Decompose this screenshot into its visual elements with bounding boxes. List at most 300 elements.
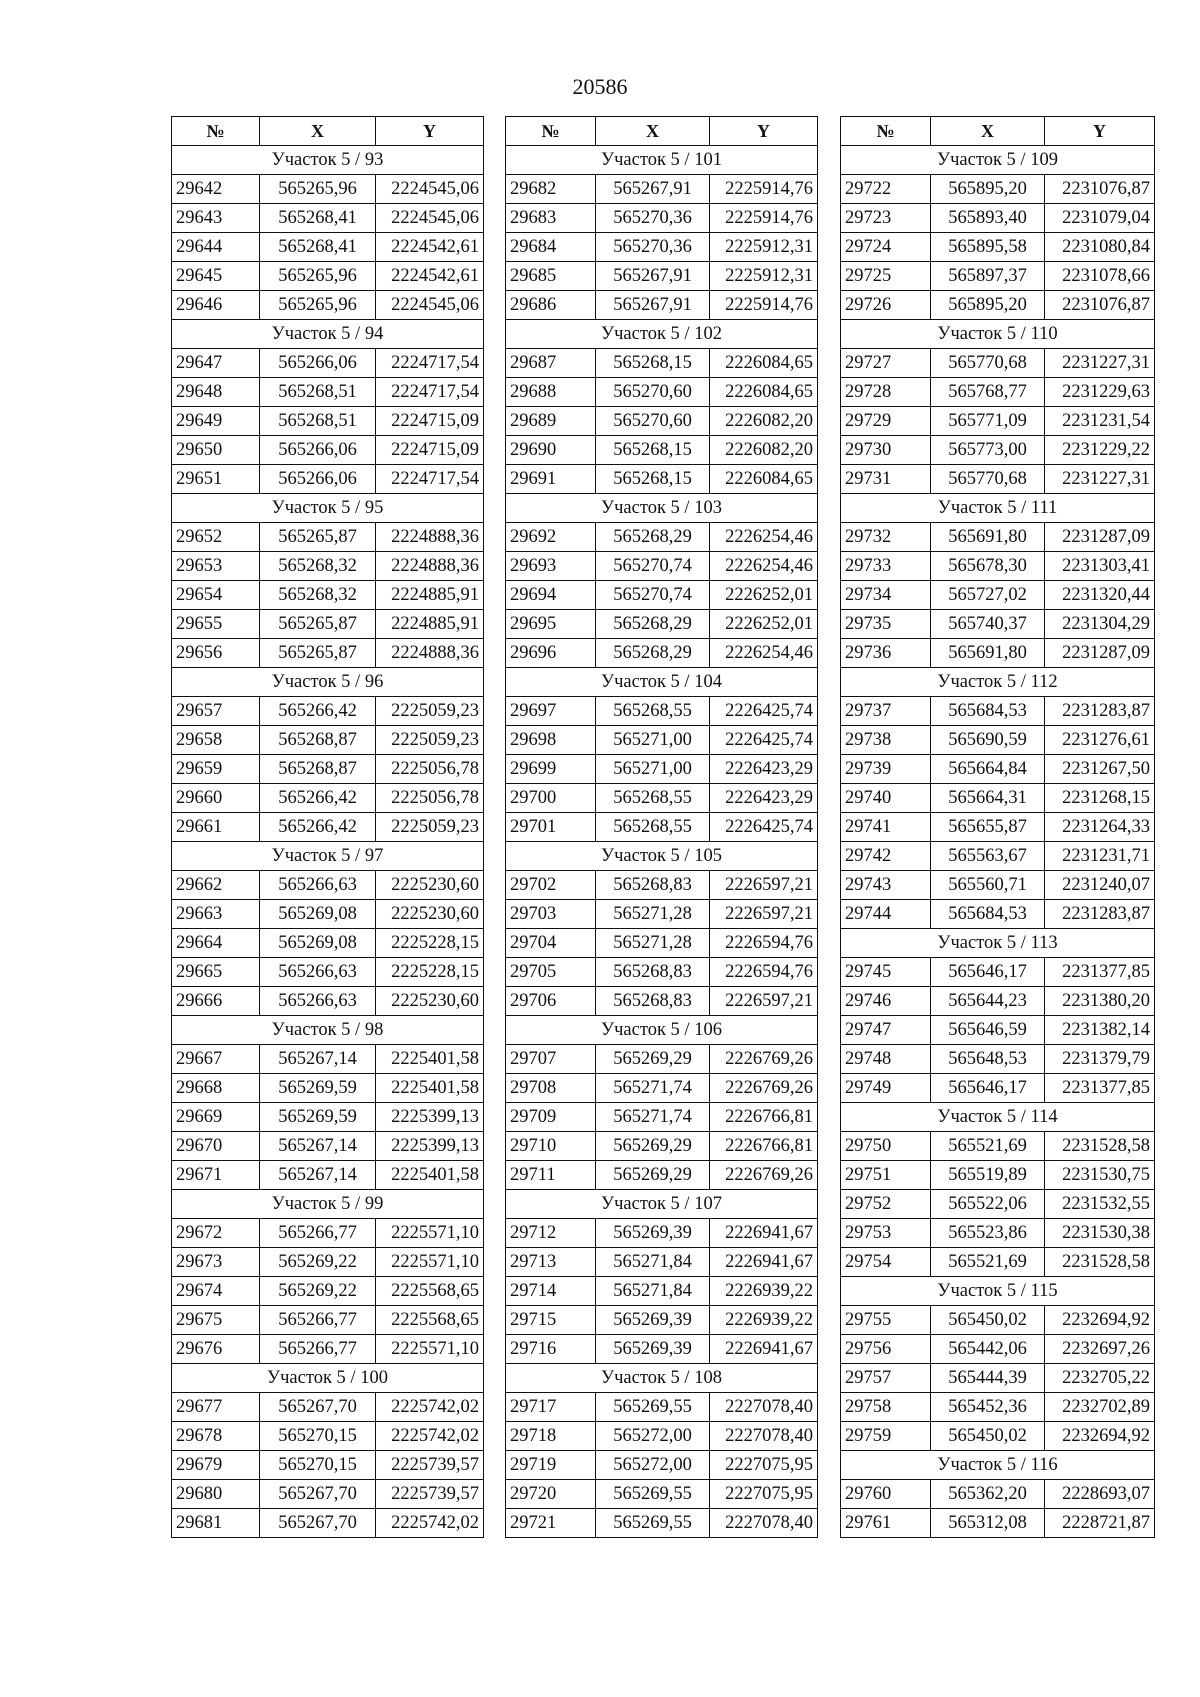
point-number: 29669	[172, 1103, 260, 1132]
table-row	[172, 1132, 484, 1161]
table-row	[172, 407, 484, 436]
point-number: 29695	[506, 610, 596, 639]
point-number: 29701	[506, 813, 596, 842]
coordinate-y: 2225228,15	[376, 929, 484, 958]
table-row	[506, 1480, 818, 1509]
table-row	[172, 1277, 484, 1306]
point-number: 29664	[172, 929, 260, 958]
table-row	[506, 436, 818, 465]
coordinate-y: 2224717,54	[376, 349, 484, 378]
coordinate-x: 565678,30	[931, 552, 1045, 581]
section-row	[172, 1364, 484, 1393]
table-row	[172, 1509, 484, 1538]
coordinate-y: 2227075,95	[710, 1451, 818, 1480]
point-number: 29645	[172, 262, 260, 291]
coordinate-x: 565266,42	[260, 784, 376, 813]
coordinate-x: 565312,08	[931, 1509, 1045, 1538]
coordinate-y: 2225912,31	[710, 262, 818, 291]
table-row	[841, 958, 1155, 987]
coordinate-y: 2231231,54	[1045, 407, 1155, 436]
section-title: Участок 5 / 98	[172, 1016, 484, 1045]
point-number: 29682	[506, 175, 596, 204]
coordinate-x: 565269,29	[596, 1161, 710, 1190]
table-row	[841, 842, 1155, 871]
coordinate-x: 565893,40	[931, 204, 1045, 233]
point-number: 29649	[172, 407, 260, 436]
point-number: 29728	[841, 378, 931, 407]
section-row	[506, 842, 818, 871]
point-number: 29685	[506, 262, 596, 291]
coordinate-y: 2226939,22	[710, 1306, 818, 1335]
point-number: 29730	[841, 436, 931, 465]
table-row	[506, 697, 818, 726]
point-number: 29716	[506, 1335, 596, 1364]
coordinate-x: 565269,22	[260, 1277, 376, 1306]
point-number: 29749	[841, 1074, 931, 1103]
table-row	[506, 262, 818, 291]
coordinate-y: 2231377,85	[1045, 958, 1155, 987]
point-number: 29699	[506, 755, 596, 784]
table-row	[506, 204, 818, 233]
point-number: 29744	[841, 900, 931, 929]
point-number: 29739	[841, 755, 931, 784]
point-number: 29671	[172, 1161, 260, 1190]
point-number: 29688	[506, 378, 596, 407]
section-title: Участок 5 / 115	[841, 1277, 1155, 1306]
header-x: X	[596, 117, 710, 146]
point-number: 29684	[506, 233, 596, 262]
coordinate-y: 2225914,76	[710, 204, 818, 233]
coordinate-y: 2225059,23	[376, 697, 484, 726]
table-row	[506, 552, 818, 581]
coordinates-table-1	[171, 116, 484, 1538]
coordinate-x: 565268,29	[596, 639, 710, 668]
coordinate-y: 2226254,46	[710, 639, 818, 668]
table-row	[841, 233, 1155, 262]
table-row	[172, 1074, 484, 1103]
table-row	[841, 755, 1155, 784]
section-title: Участок 5 / 97	[172, 842, 484, 871]
point-number: 29751	[841, 1161, 931, 1190]
coordinate-y: 2226769,26	[710, 1074, 818, 1103]
table-row	[506, 1277, 818, 1306]
coordinate-x: 565268,32	[260, 552, 376, 581]
coordinate-x: 565265,96	[260, 291, 376, 320]
coordinate-x: 565267,91	[596, 262, 710, 291]
point-number: 29677	[172, 1393, 260, 1422]
coordinate-x: 565768,77	[931, 378, 1045, 407]
coordinate-x: 565664,84	[931, 755, 1045, 784]
table-row	[506, 1074, 818, 1103]
section-row	[172, 494, 484, 523]
coordinate-x: 565268,87	[260, 755, 376, 784]
section-row	[841, 1103, 1155, 1132]
point-number: 29698	[506, 726, 596, 755]
table-row	[841, 1393, 1155, 1422]
coordinate-x: 565272,00	[596, 1451, 710, 1480]
point-number: 29718	[506, 1422, 596, 1451]
coordinate-x: 565271,84	[596, 1248, 710, 1277]
coordinate-y: 2225401,58	[376, 1161, 484, 1190]
coordinate-y: 2225739,57	[376, 1480, 484, 1509]
header-y: Y	[1045, 117, 1155, 146]
coordinate-x: 565267,14	[260, 1045, 376, 1074]
coordinate-x: 565271,00	[596, 755, 710, 784]
table-row	[172, 987, 484, 1016]
table-row	[506, 407, 818, 436]
point-number: 29759	[841, 1422, 931, 1451]
point-number: 29707	[506, 1045, 596, 1074]
coordinate-y: 2231076,87	[1045, 175, 1155, 204]
point-number: 29648	[172, 378, 260, 407]
section-title: Участок 5 / 116	[841, 1451, 1155, 1480]
coordinate-x: 565664,31	[931, 784, 1045, 813]
point-number: 29686	[506, 291, 596, 320]
coordinate-x: 565270,36	[596, 233, 710, 262]
coordinate-x: 565269,29	[596, 1132, 710, 1161]
table-row	[841, 726, 1155, 755]
point-number: 29702	[506, 871, 596, 900]
coordinate-y: 2226941,67	[710, 1335, 818, 1364]
coordinate-x: 565268,83	[596, 958, 710, 987]
coordinate-x: 565266,77	[260, 1306, 376, 1335]
coordinate-y: 2225742,02	[376, 1509, 484, 1538]
point-number: 29679	[172, 1451, 260, 1480]
coordinate-x: 565269,55	[596, 1480, 710, 1509]
table-row	[506, 813, 818, 842]
table-row	[506, 581, 818, 610]
table-row	[172, 378, 484, 407]
point-number: 29689	[506, 407, 596, 436]
coordinate-x: 565267,70	[260, 1509, 376, 1538]
table-row	[172, 900, 484, 929]
table-row	[506, 987, 818, 1016]
coordinate-x: 565272,00	[596, 1422, 710, 1451]
coordinate-y: 2224715,09	[376, 436, 484, 465]
table-row	[172, 697, 484, 726]
coordinate-y: 2226254,46	[710, 523, 818, 552]
coordinate-y: 2226594,76	[710, 958, 818, 987]
section-row	[506, 668, 818, 697]
table-row	[172, 1480, 484, 1509]
coordinate-x: 565770,68	[931, 349, 1045, 378]
table-row	[506, 465, 818, 494]
header-number: №	[172, 117, 260, 146]
coordinate-y: 2225571,10	[376, 1248, 484, 1277]
table-row	[841, 581, 1155, 610]
coordinate-x: 565895,58	[931, 233, 1045, 262]
table-row	[506, 175, 818, 204]
coordinate-x: 565523,86	[931, 1219, 1045, 1248]
coordinate-x: 565266,06	[260, 349, 376, 378]
table-row	[172, 1103, 484, 1132]
coordinate-y: 2224888,36	[376, 523, 484, 552]
coordinate-x: 565450,02	[931, 1306, 1045, 1335]
coordinate-y: 2231382,14	[1045, 1016, 1155, 1045]
coordinate-x: 565266,42	[260, 697, 376, 726]
coordinate-y: 2226769,26	[710, 1045, 818, 1074]
section-row	[841, 1277, 1155, 1306]
coordinate-y: 2225056,78	[376, 755, 484, 784]
section-title: Участок 5 / 111	[841, 494, 1155, 523]
table-row	[841, 407, 1155, 436]
coordinate-x: 565684,53	[931, 697, 1045, 726]
table-row	[506, 784, 818, 813]
coordinate-x: 565270,36	[596, 204, 710, 233]
coordinate-y: 2225914,76	[710, 175, 818, 204]
coordinate-x: 565691,80	[931, 523, 1045, 552]
coordinate-y: 2226597,21	[710, 871, 818, 900]
coordinate-x: 565773,00	[931, 436, 1045, 465]
table-row	[841, 1422, 1155, 1451]
coordinate-y: 2231320,44	[1045, 581, 1155, 610]
point-number: 29723	[841, 204, 931, 233]
section-title: Участок 5 / 108	[506, 1364, 818, 1393]
point-number: 29663	[172, 900, 260, 929]
point-number: 29717	[506, 1393, 596, 1422]
point-number: 29737	[841, 697, 931, 726]
point-number: 29667	[172, 1045, 260, 1074]
section-title: Участок 5 / 104	[506, 668, 818, 697]
coordinate-x: 565266,63	[260, 871, 376, 900]
point-number: 29681	[172, 1509, 260, 1538]
coordinate-y: 2227075,95	[710, 1480, 818, 1509]
coordinate-x: 565267,14	[260, 1132, 376, 1161]
point-number: 29697	[506, 697, 596, 726]
coordinate-x: 565270,15	[260, 1422, 376, 1451]
point-number: 29675	[172, 1306, 260, 1335]
point-number: 29666	[172, 987, 260, 1016]
point-number: 29687	[506, 349, 596, 378]
coordinate-x: 565265,87	[260, 610, 376, 639]
section-title: Участок 5 / 99	[172, 1190, 484, 1219]
section-title: Участок 5 / 107	[506, 1190, 818, 1219]
table-row	[506, 1161, 818, 1190]
coordinate-x: 565563,67	[931, 842, 1045, 871]
coordinate-y: 2224715,09	[376, 407, 484, 436]
coordinate-y: 2226597,21	[710, 900, 818, 929]
table-row	[506, 871, 818, 900]
coordinate-x: 565646,59	[931, 1016, 1045, 1045]
coordinate-y: 2231229,63	[1045, 378, 1155, 407]
coordinate-y: 2226597,21	[710, 987, 818, 1016]
coordinate-y: 2232694,92	[1045, 1306, 1155, 1335]
coordinate-x: 565269,39	[596, 1219, 710, 1248]
coordinate-y: 2231264,33	[1045, 813, 1155, 842]
table-row	[506, 1422, 818, 1451]
header-y: Y	[376, 117, 484, 146]
point-number: 29680	[172, 1480, 260, 1509]
section-title: Участок 5 / 113	[841, 929, 1155, 958]
point-number: 29708	[506, 1074, 596, 1103]
coordinate-y: 2226425,74	[710, 697, 818, 726]
table-row	[841, 610, 1155, 639]
table-row	[506, 1451, 818, 1480]
coordinate-y: 2227078,40	[710, 1393, 818, 1422]
point-number: 29742	[841, 842, 931, 871]
point-number: 29683	[506, 204, 596, 233]
table-row	[172, 465, 484, 494]
point-number: 29757	[841, 1364, 931, 1393]
section-row	[172, 320, 484, 349]
coordinate-x: 565268,51	[260, 378, 376, 407]
point-number: 29755	[841, 1306, 931, 1335]
coordinate-x: 565270,15	[260, 1451, 376, 1480]
table-row	[172, 175, 484, 204]
section-title: Участок 5 / 102	[506, 320, 818, 349]
table-row	[172, 436, 484, 465]
coordinate-y: 2226082,20	[710, 436, 818, 465]
coordinate-y: 2231528,58	[1045, 1132, 1155, 1161]
coordinate-y: 2231528,58	[1045, 1248, 1155, 1277]
table-row	[506, 726, 818, 755]
table-row	[841, 1045, 1155, 1074]
coordinate-y: 2231227,31	[1045, 465, 1155, 494]
coordinate-x: 565450,02	[931, 1422, 1045, 1451]
coordinate-x: 565271,74	[596, 1103, 710, 1132]
section-row	[841, 929, 1155, 958]
point-number: 29706	[506, 987, 596, 1016]
section-row	[172, 668, 484, 697]
table-row	[841, 1074, 1155, 1103]
coordinate-x: 565269,29	[596, 1045, 710, 1074]
coordinate-x: 565268,83	[596, 987, 710, 1016]
point-number: 29694	[506, 581, 596, 610]
table-row	[841, 262, 1155, 291]
point-number: 29741	[841, 813, 931, 842]
table-row	[841, 291, 1155, 320]
table-row	[841, 1132, 1155, 1161]
coordinate-x: 565268,15	[596, 349, 710, 378]
table-row	[506, 1103, 818, 1132]
coordinate-x: 565270,60	[596, 378, 710, 407]
coordinate-y: 2231287,09	[1045, 523, 1155, 552]
table-row	[506, 1132, 818, 1161]
coordinate-y: 2226425,74	[710, 726, 818, 755]
coordinate-x: 565522,06	[931, 1190, 1045, 1219]
point-number: 29713	[506, 1248, 596, 1277]
table-row	[172, 813, 484, 842]
coordinate-x: 565655,87	[931, 813, 1045, 842]
section-title: Участок 5 / 109	[841, 146, 1155, 175]
coordinate-x: 565269,55	[596, 1393, 710, 1422]
coordinate-y: 2224545,06	[376, 291, 484, 320]
coordinate-y: 2225742,02	[376, 1422, 484, 1451]
coordinate-x: 565521,69	[931, 1132, 1045, 1161]
table-row	[841, 175, 1155, 204]
coordinate-x: 565362,20	[931, 1480, 1045, 1509]
header-x: X	[260, 117, 376, 146]
coordinate-x: 565442,06	[931, 1335, 1045, 1364]
point-number: 29720	[506, 1480, 596, 1509]
table-row	[172, 262, 484, 291]
point-number: 29662	[172, 871, 260, 900]
coordinate-y: 2228721,87	[1045, 1509, 1155, 1538]
coordinate-y: 2231078,66	[1045, 262, 1155, 291]
section-row	[172, 1190, 484, 1219]
page-number: 20586	[572, 74, 628, 99]
section-row	[506, 146, 818, 175]
coordinate-y: 2224885,91	[376, 581, 484, 610]
coordinate-y: 2224542,61	[376, 233, 484, 262]
coordinate-x: 565265,87	[260, 639, 376, 668]
coordinate-y: 2231240,07	[1045, 871, 1155, 900]
coordinate-y: 2231276,61	[1045, 726, 1155, 755]
table-row	[506, 1509, 818, 1538]
coordinate-y: 2225399,13	[376, 1103, 484, 1132]
coordinate-y: 2226766,81	[710, 1132, 818, 1161]
table-row	[841, 1016, 1155, 1045]
point-number: 29642	[172, 175, 260, 204]
coordinate-x: 565452,36	[931, 1393, 1045, 1422]
point-number: 29761	[841, 1509, 931, 1538]
table-row	[506, 755, 818, 784]
coordinate-y: 2227078,40	[710, 1509, 818, 1538]
coordinate-y: 2225739,57	[376, 1451, 484, 1480]
coordinate-x: 565265,87	[260, 523, 376, 552]
coordinate-y: 2227078,40	[710, 1422, 818, 1451]
table-row	[841, 1364, 1155, 1393]
section-row	[506, 1364, 818, 1393]
table-row	[841, 552, 1155, 581]
coordinate-y: 2231532,55	[1045, 1190, 1155, 1219]
coordinate-y: 2231231,71	[1045, 842, 1155, 871]
point-number: 29659	[172, 755, 260, 784]
table-row	[841, 1509, 1155, 1538]
coordinate-x: 565690,59	[931, 726, 1045, 755]
table-row	[841, 900, 1155, 929]
coordinate-x: 565269,55	[596, 1509, 710, 1538]
coordinate-y: 2224542,61	[376, 262, 484, 291]
coordinate-y: 2226939,22	[710, 1277, 818, 1306]
section-title: Участок 5 / 103	[506, 494, 818, 523]
section-row	[172, 146, 484, 175]
coordinate-x: 565897,37	[931, 262, 1045, 291]
coordinate-x: 565266,77	[260, 1335, 376, 1364]
coordinates-table-2	[505, 116, 818, 1538]
table-row	[506, 1248, 818, 1277]
table-row	[172, 1219, 484, 1248]
table-row	[506, 1393, 818, 1422]
point-number: 29734	[841, 581, 931, 610]
coordinate-x: 565646,17	[931, 958, 1045, 987]
point-number: 29690	[506, 436, 596, 465]
point-number: 29756	[841, 1335, 931, 1364]
coordinate-y: 2231079,04	[1045, 204, 1155, 233]
coordinate-x: 565266,63	[260, 958, 376, 987]
point-number: 29722	[841, 175, 931, 204]
coordinate-y: 2225571,10	[376, 1335, 484, 1364]
coordinate-y: 2225230,60	[376, 987, 484, 1016]
point-number: 29703	[506, 900, 596, 929]
coordinate-x: 565268,41	[260, 204, 376, 233]
table-row	[841, 204, 1155, 233]
point-number: 29661	[172, 813, 260, 842]
coordinate-x: 565270,74	[596, 581, 710, 610]
coordinate-y: 2231379,79	[1045, 1045, 1155, 1074]
table-row	[172, 349, 484, 378]
table-row	[172, 755, 484, 784]
coordinate-x: 565268,29	[596, 610, 710, 639]
coordinate-x: 565267,14	[260, 1161, 376, 1190]
point-number: 29655	[172, 610, 260, 639]
coordinate-x: 565268,32	[260, 581, 376, 610]
coordinate-x: 565691,80	[931, 639, 1045, 668]
coordinate-x: 565267,91	[596, 291, 710, 320]
table-row	[841, 987, 1155, 1016]
table-row	[841, 436, 1155, 465]
coordinate-x: 565267,70	[260, 1480, 376, 1509]
